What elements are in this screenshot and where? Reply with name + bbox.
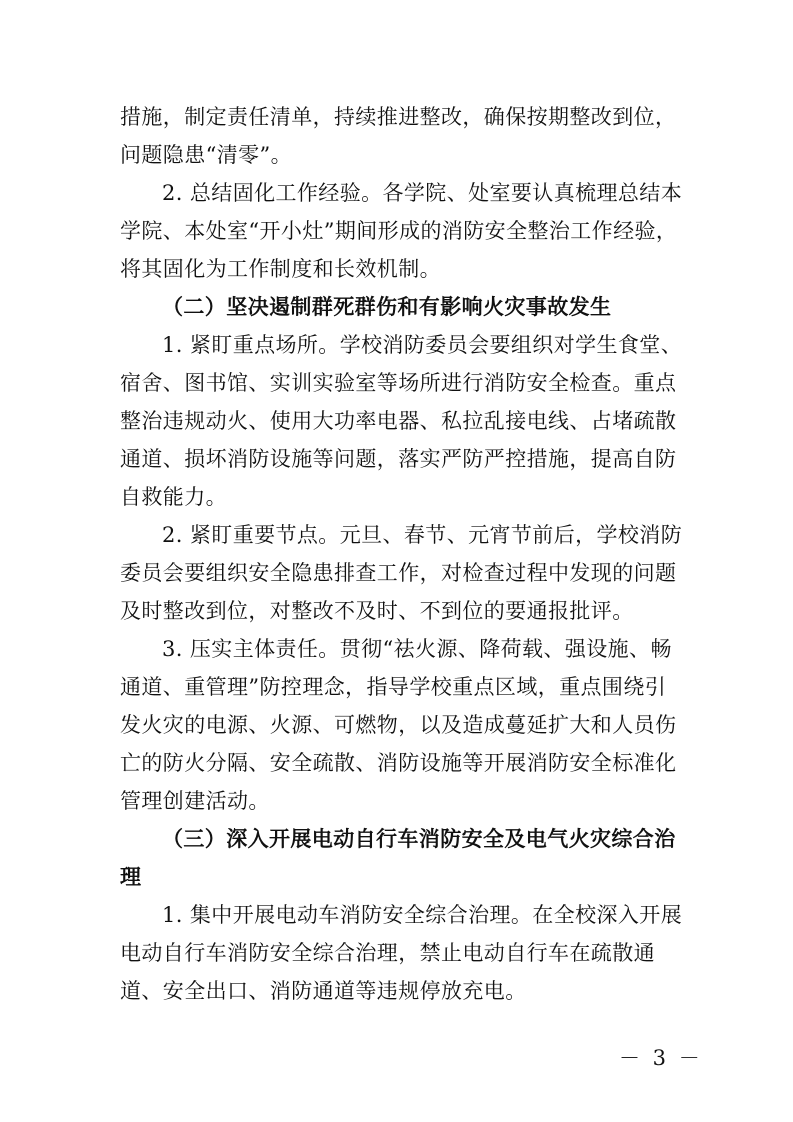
section-heading: 理 [120,864,142,889]
section-heading: （三）深入开展电动自行车消防安全及电气火灾综合治 [162,826,676,851]
paragraph-line: 学院、本处室“开小灶”期间形成的消防安全整治工作经验， [120,219,678,243]
paragraph-line: 自救能力。 [120,485,227,509]
paragraph-line: 3. 压实主体责任。贯彻“祛火源、降荷载、强设施、畅 [162,637,672,661]
paragraph-line: 电动自行车消防安全综合治理，禁止电动自行车在疏散通 [120,941,655,965]
page-number: － 3 － [619,1046,703,1070]
paragraph-line: 亡的防火分隔、安全疏散、消防设施等开展消防安全标准化 [120,751,677,775]
paragraph-line: 整治违规动火、使用大功率电器、私拉乱接电线、占堵疏散 [120,409,677,433]
paragraph-line: 通道、重管理”防控理念，指导学校重点区域，重点围绕引 [120,675,667,699]
paragraph-line: 委员会要组织安全隐患排查工作，对检查过程中发现的问题 [120,561,677,585]
paragraph-line: 道、安全出口、消防通道等违规停放充电。 [120,979,527,1003]
paragraph-line: 1. 集中开展电动车消防安全综合治理。在全校深入开展 [162,903,683,927]
paragraph-line: 发火灾的电源、火源、可燃物，以及造成蔓延扩大和人员伤 [120,713,677,737]
paragraph-line: 及时整改到位，对整改不及时、不到位的要通报批评。 [120,599,634,623]
paragraph-line: 问题隐患“清零”。 [120,143,293,167]
paragraph-line: 管理创建活动。 [120,789,270,813]
paragraph-line: 将其固化为工作制度和长效机制。 [120,257,441,281]
paragraph-line: 宿舍、图书馆、实训实验室等场所进行消防安全检查。重点 [120,371,677,395]
paragraph-line: 1. 紧盯重点场所。学校消防委员会要组织对学生食堂、 [162,333,683,357]
paragraph-line: 通道、损坏消防设施等问题，落实严防严控措施，提高自防 [120,447,677,471]
document-body [120,98,683,1010]
paragraph-line: 2. 紧盯重要节点。元旦、春节、元宵节前后，学校消防 [162,523,683,547]
paragraph-line: 措施，制定责任清单，持续推进整改，确保按期整改到位， [120,105,677,129]
paragraph-line: 2. 总结固化工作经验。各学院、处室要认真梳理总结本 [162,181,683,205]
section-heading: （二）坚决遏制群死群伤和有影响火灾事故发生 [162,294,612,319]
